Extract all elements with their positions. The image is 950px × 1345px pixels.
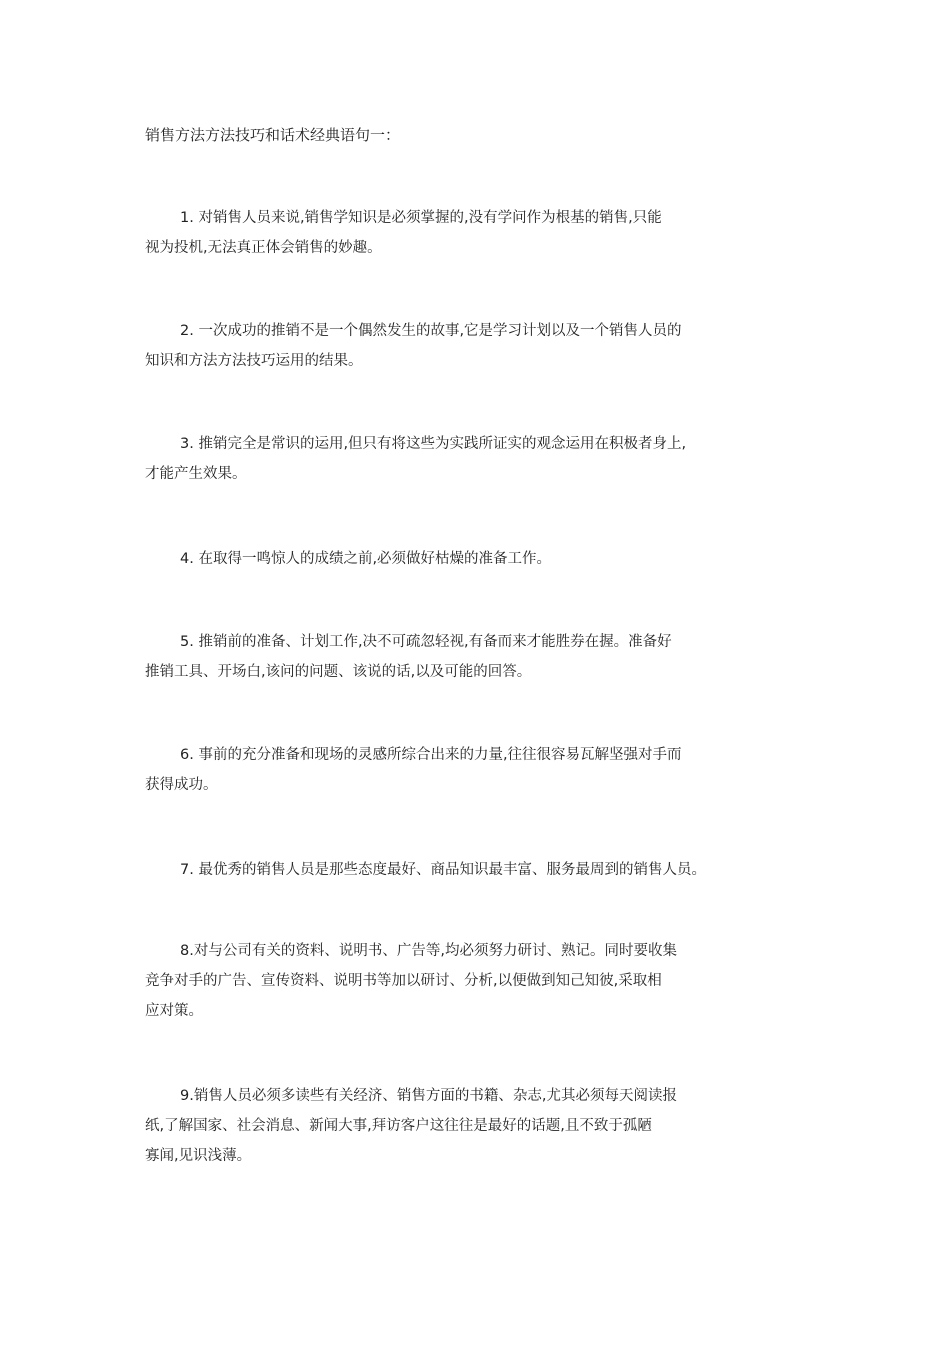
document-title: 销售方法方法技巧和话术经典语句一： <box>145 126 401 144</box>
paragraph-line: 才能产生效果。 <box>145 466 247 482</box>
paragraph-3 <box>145 429 770 489</box>
paragraph-6 <box>145 740 770 800</box>
paragraph-line: 3. 推销完全是常识的运用,但只有将这些为实践所证实的观念运用在积极者身上, <box>180 436 687 452</box>
paragraph-line: 推销工具、开场白,该问的问题、该说的话,以及可能的回答。 <box>145 664 532 680</box>
paragraph-5 <box>145 627 770 687</box>
paragraph-1 <box>145 203 770 263</box>
paragraph-line: 应对策。 <box>145 1003 203 1019</box>
paragraph-line: 寡闻,见识浅薄。 <box>145 1148 252 1164</box>
paragraph-2 <box>145 316 770 376</box>
paragraph-line: 获得成功。 <box>145 777 218 793</box>
paragraph-line: 视为投机,无法真正体会销售的妙趣。 <box>145 240 382 256</box>
paragraph-line: 纸,了解国家、社会消息、新闻大事,拜访客户这往往是最好的话题,且不致于孤陋 <box>145 1118 652 1134</box>
paragraph-line: 2. 一次成功的推销不是一个偶然发生的故事,它是学习计划以及一个销售人员的 <box>180 323 682 339</box>
paragraph-line: 5. 推销前的准备、计划工作,决不可疏忽轻视,有备而来才能胜券在握。准备好 <box>180 634 672 650</box>
paragraph-line: 1. 对销售人员来说,销售学知识是必须掌握的,没有学问作为根基的销售,只能 <box>180 210 662 226</box>
paragraph-9 <box>145 1081 770 1171</box>
paragraph-8 <box>145 936 770 1026</box>
paragraph-line: 竞争对手的广告、宣传资料、说明书等加以研讨、分析,以便做到知己知彼,采取相 <box>145 973 662 989</box>
paragraph-line: 9.销售人员必须多读些有关经济、销售方面的书籍、杂志,尤其必须每天阅读报 <box>180 1088 677 1104</box>
paragraph-line: 4. 在取得一鸣惊人的成绩之前,必须做好枯燥的准备工作。 <box>180 551 552 567</box>
paragraph-line: 知识和方法方法技巧运用的结果。 <box>145 353 363 369</box>
paragraph-line: 6. 事前的充分准备和现场的灵感所综合出来的力量,往往很容易瓦解坚强对手而 <box>180 747 682 763</box>
paragraph-line: 7. 最优秀的销售人员是那些态度最好、商品知识最丰富、服务最周到的销售人员。 <box>180 862 706 878</box>
paragraph-4 <box>145 544 770 574</box>
paragraph-7 <box>145 855 770 885</box>
paragraph-line: 8.对与公司有关的资料、说明书、广告等,均必须努力研讨、熟记。同时要收集 <box>180 943 677 959</box>
